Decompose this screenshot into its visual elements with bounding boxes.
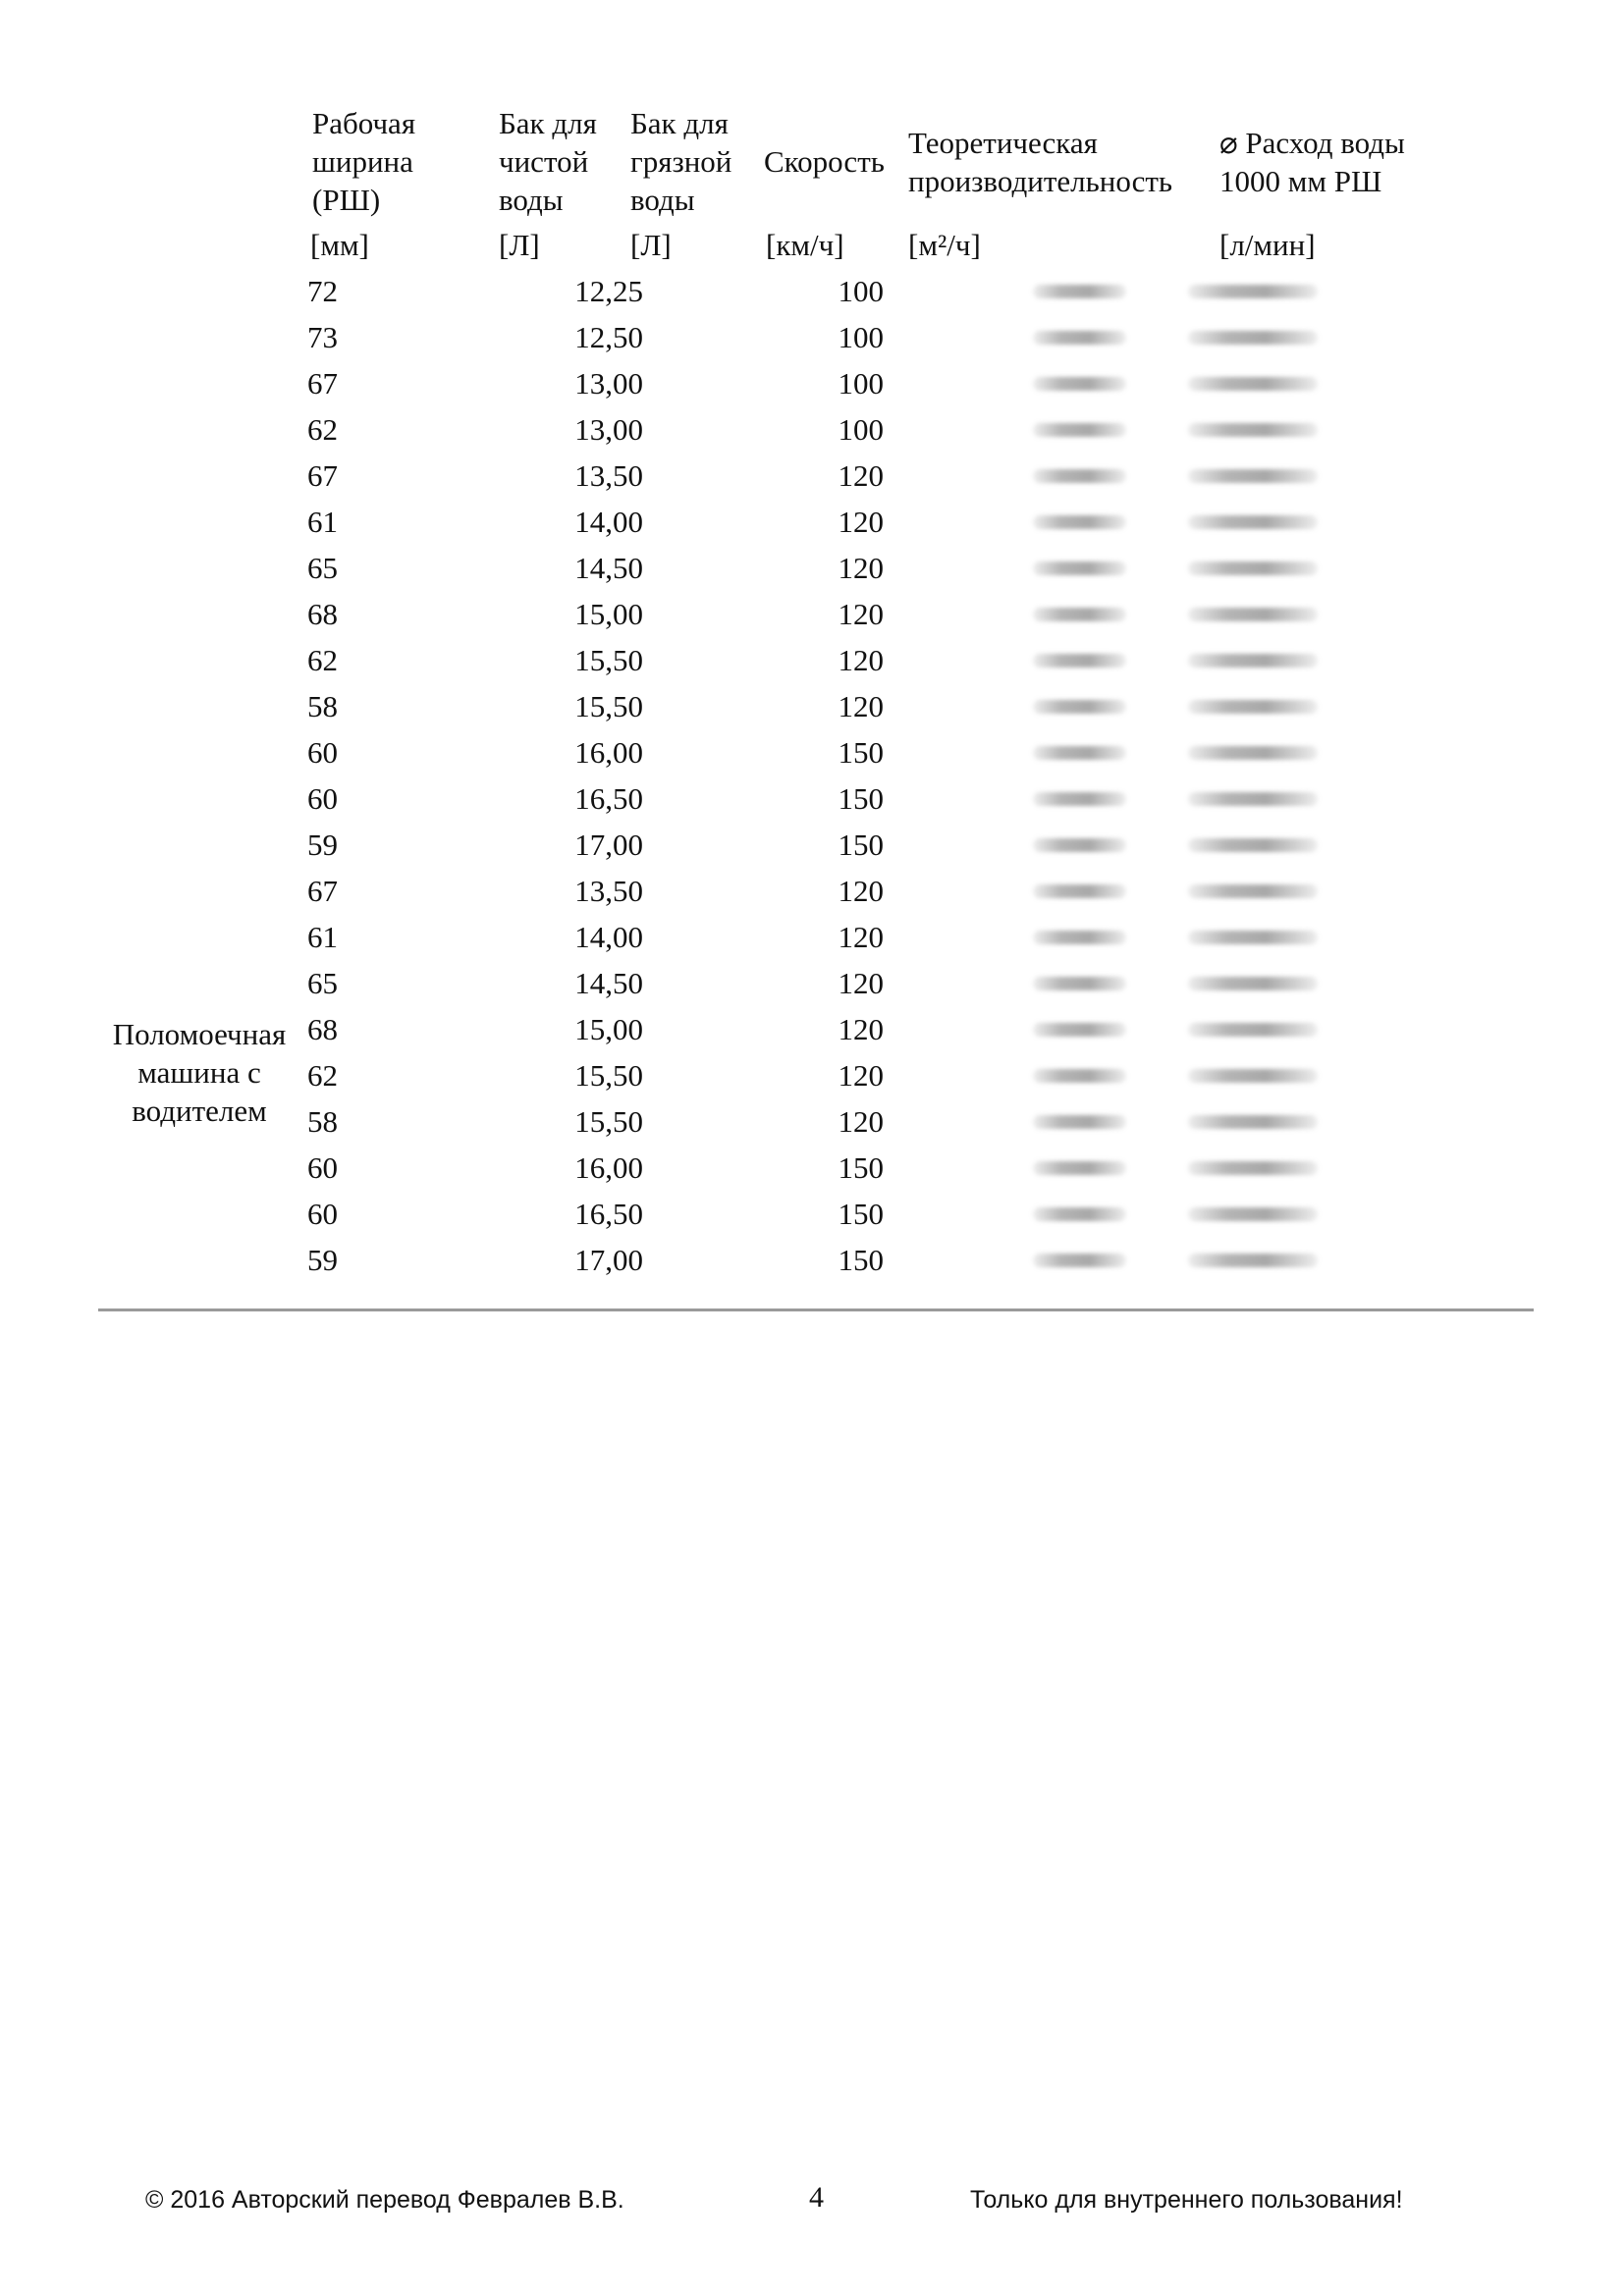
redacted-theoretical-output (1033, 423, 1126, 437)
table-bottom-rule (98, 1308, 1534, 1311)
cell-clean-tank: 17,00 (574, 1243, 643, 1277)
redacted-water-flow (1188, 377, 1318, 391)
header-clean-tank: Бак для чистой воды (499, 106, 597, 217)
table-row (0, 268, 1624, 314)
cell-speed: 100 (838, 366, 884, 400)
table-row (0, 1191, 1624, 1237)
redacted-water-flow (1188, 884, 1318, 898)
cell-speed: 150 (838, 1197, 884, 1231)
cell-clean-tank: 13,50 (574, 874, 643, 908)
redacted-water-flow (1188, 1115, 1318, 1129)
unit-speed: [км/ч] (766, 228, 844, 262)
redacted-theoretical-output (1033, 1207, 1126, 1221)
cell-speed: 150 (838, 781, 884, 816)
table-row (0, 1145, 1624, 1191)
unit-clean-tank: [Л] (499, 228, 540, 262)
redacted-theoretical-output (1033, 1161, 1126, 1175)
table-row (0, 683, 1624, 729)
redacted-theoretical-output (1033, 285, 1126, 298)
cell-working-width: 60 (307, 735, 338, 770)
redacted-theoretical-output (1033, 331, 1126, 345)
cell-speed: 100 (838, 320, 884, 354)
cell-speed: 150 (838, 1150, 884, 1185)
cell-working-width: 60 (307, 781, 338, 816)
cell-speed: 100 (838, 274, 884, 308)
cell-working-width: 67 (307, 458, 338, 493)
cell-speed: 150 (838, 735, 884, 770)
cell-clean-tank: 16,50 (574, 1197, 643, 1231)
cell-clean-tank: 15,50 (574, 1058, 643, 1093)
unit-theoretical-output: [м²/ч] (908, 228, 981, 262)
redacted-water-flow (1188, 285, 1318, 298)
redacted-theoretical-output (1033, 700, 1126, 714)
cell-working-width: 67 (307, 366, 338, 400)
footer-copyright: © 2016 Авторский перевод Февралев В.В. (145, 2186, 624, 2214)
redacted-theoretical-output (1033, 515, 1126, 529)
cell-clean-tank: 15,00 (574, 597, 643, 631)
redacted-water-flow (1188, 654, 1318, 667)
redacted-water-flow (1188, 331, 1318, 345)
cell-clean-tank: 15,50 (574, 689, 643, 723)
table-row (0, 1237, 1624, 1283)
cell-working-width: 61 (307, 920, 338, 954)
cell-speed: 150 (838, 828, 884, 862)
table-row (0, 545, 1624, 591)
redacted-water-flow (1188, 1023, 1318, 1037)
table-row (0, 868, 1624, 914)
cell-clean-tank: 15,50 (574, 1104, 643, 1139)
cell-clean-tank: 17,00 (574, 828, 643, 862)
cell-clean-tank: 13,50 (574, 458, 643, 493)
table-row (0, 591, 1624, 637)
cell-clean-tank: 15,00 (574, 1012, 643, 1046)
cell-working-width: 72 (307, 274, 338, 308)
cell-speed: 120 (838, 920, 884, 954)
redacted-water-flow (1188, 792, 1318, 806)
cell-working-width: 61 (307, 505, 338, 539)
redacted-water-flow (1188, 977, 1318, 990)
redacted-water-flow (1188, 423, 1318, 437)
redacted-water-flow (1188, 1069, 1318, 1083)
redacted-water-flow (1188, 838, 1318, 852)
redacted-theoretical-output (1033, 469, 1126, 483)
header-speed: Скорость (764, 144, 885, 179)
table-row (0, 775, 1624, 822)
table-row (0, 960, 1624, 1006)
cell-clean-tank: 15,50 (574, 643, 643, 677)
header-theoretical-output: Теоретическая производительность (908, 126, 1173, 198)
redacted-water-flow (1188, 515, 1318, 529)
redacted-water-flow (1188, 1254, 1318, 1267)
footer-internal-use: Только для внутреннего пользования! (970, 2186, 1403, 2214)
cell-clean-tank: 14,00 (574, 505, 643, 539)
redacted-theoretical-output (1033, 608, 1126, 621)
cell-clean-tank: 14,00 (574, 920, 643, 954)
table-row (0, 406, 1624, 453)
cell-speed: 120 (838, 505, 884, 539)
redacted-theoretical-output (1033, 792, 1126, 806)
redacted-theoretical-output (1033, 1069, 1126, 1083)
redacted-water-flow (1188, 469, 1318, 483)
cell-speed: 120 (838, 458, 884, 493)
header-dirty-tank: Бак для грязной воды (630, 106, 732, 217)
header-working-width: Рабочая ширина (РШ) (312, 106, 416, 217)
redacted-theoretical-output (1033, 746, 1126, 760)
table-row (0, 453, 1624, 499)
table-row (0, 637, 1624, 683)
table-row (0, 822, 1624, 868)
cell-speed: 120 (838, 1058, 884, 1093)
redacted-theoretical-output (1033, 1023, 1126, 1037)
redacted-theoretical-output (1033, 1254, 1126, 1267)
cell-speed: 120 (838, 874, 884, 908)
table-row (0, 360, 1624, 406)
table-row (0, 314, 1624, 360)
redacted-water-flow (1188, 561, 1318, 575)
cell-working-width: 62 (307, 1058, 338, 1093)
cell-speed: 120 (838, 1104, 884, 1139)
redacted-theoretical-output (1033, 377, 1126, 391)
table-row (0, 499, 1624, 545)
redacted-water-flow (1188, 608, 1318, 621)
cell-working-width: 68 (307, 597, 338, 631)
cell-speed: 120 (838, 689, 884, 723)
unit-dirty-tank: [Л] (630, 228, 672, 262)
cell-working-width: 62 (307, 643, 338, 677)
cell-working-width: 62 (307, 412, 338, 447)
table-row (0, 729, 1624, 775)
cell-clean-tank: 13,00 (574, 412, 643, 447)
redacted-water-flow (1188, 1161, 1318, 1175)
redacted-theoretical-output (1033, 654, 1126, 667)
redacted-water-flow (1188, 931, 1318, 944)
redacted-theoretical-output (1033, 931, 1126, 944)
cell-clean-tank: 13,00 (574, 366, 643, 400)
cell-clean-tank: 16,50 (574, 781, 643, 816)
footer-page-number: 4 (809, 2181, 824, 2214)
redacted-theoretical-output (1033, 838, 1126, 852)
cell-working-width: 60 (307, 1150, 338, 1185)
cell-working-width: 59 (307, 1243, 338, 1277)
redacted-water-flow (1188, 700, 1318, 714)
cell-clean-tank: 12,25 (574, 274, 643, 308)
cell-speed: 120 (838, 551, 884, 585)
redacted-theoretical-output (1033, 977, 1126, 990)
cell-working-width: 65 (307, 966, 338, 1000)
machine-type-label: Поломоечная машина с водителем (112, 1017, 287, 1128)
cell-working-width: 73 (307, 320, 338, 354)
cell-working-width: 59 (307, 828, 338, 862)
cell-working-width: 58 (307, 689, 338, 723)
cell-working-width: 65 (307, 551, 338, 585)
cell-clean-tank: 14,50 (574, 966, 643, 1000)
cell-working-width: 67 (307, 874, 338, 908)
cell-clean-tank: 12,50 (574, 320, 643, 354)
table-row (0, 914, 1624, 960)
cell-speed: 120 (838, 966, 884, 1000)
header-water-flow: ⌀ Расход воды 1000 мм РШ (1219, 126, 1405, 198)
cell-speed: 100 (838, 412, 884, 447)
redacted-theoretical-output (1033, 1115, 1126, 1129)
redacted-theoretical-output (1033, 561, 1126, 575)
redacted-water-flow (1188, 1207, 1318, 1221)
redacted-theoretical-output (1033, 884, 1126, 898)
unit-working-width: [мм] (310, 228, 369, 262)
cell-working-width: 68 (307, 1012, 338, 1046)
cell-speed: 120 (838, 1012, 884, 1046)
cell-speed: 120 (838, 643, 884, 677)
cell-clean-tank: 16,00 (574, 735, 643, 770)
cell-speed: 150 (838, 1243, 884, 1277)
cell-speed: 120 (838, 597, 884, 631)
cell-clean-tank: 14,50 (574, 551, 643, 585)
redacted-water-flow (1188, 746, 1318, 760)
cell-working-width: 58 (307, 1104, 338, 1139)
unit-water-flow: [л/мин] (1219, 228, 1316, 262)
cell-clean-tank: 16,00 (574, 1150, 643, 1185)
cell-working-width: 60 (307, 1197, 338, 1231)
